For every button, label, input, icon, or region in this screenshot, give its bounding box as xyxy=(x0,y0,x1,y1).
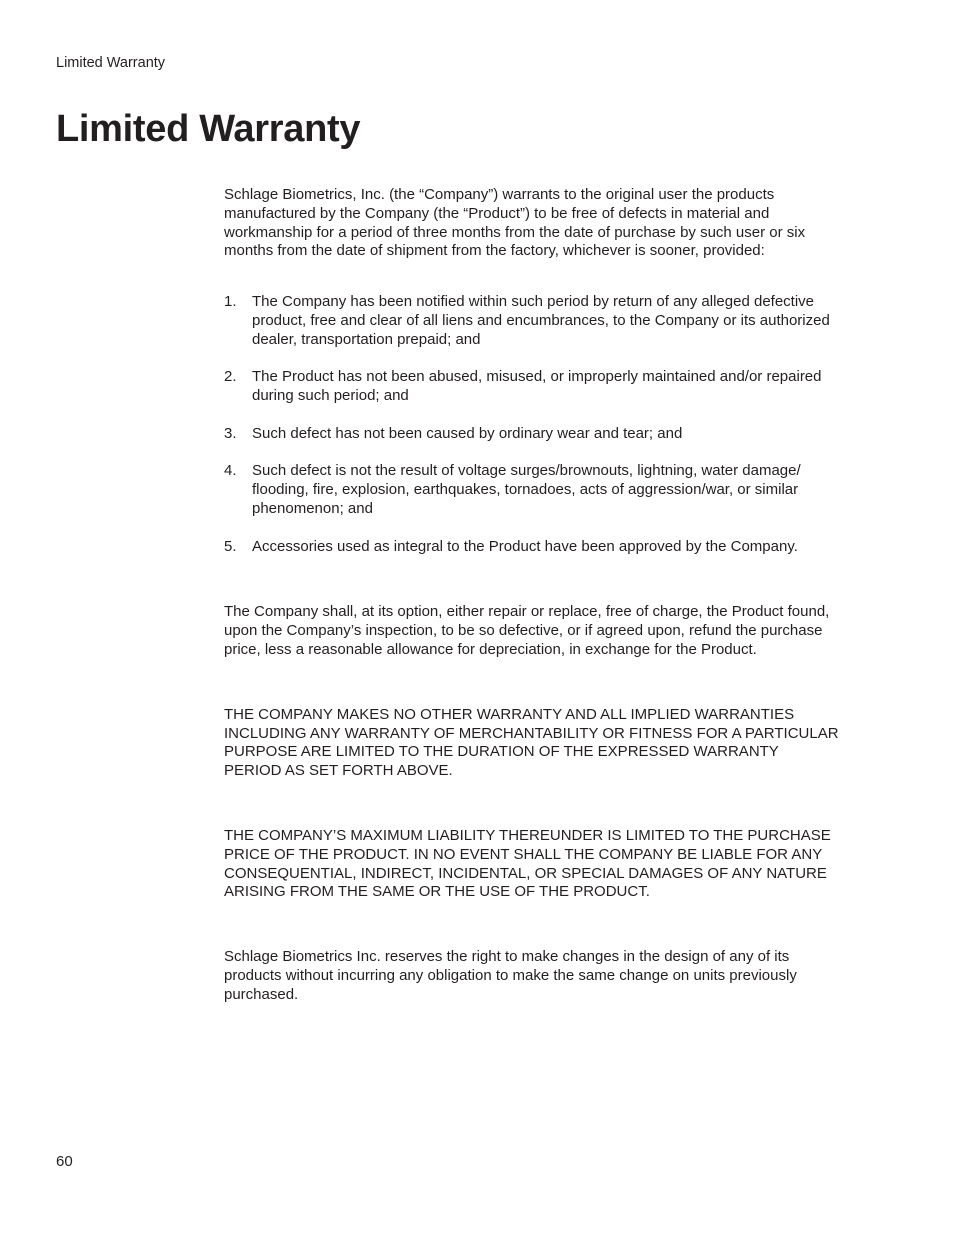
list-item-number: 4. xyxy=(224,462,237,480)
conditions-list xyxy=(224,293,840,556)
page-title: Limited Warranty xyxy=(56,108,361,150)
remedy-paragraph: The Company shall, at its option, either repair or replace, free of charge, the Product found, upon the Company’s inspection, to be so defective, or if agreed upon, refund the purchase price, less a reasonable allowance for depreciation, in exchange for the Product. xyxy=(224,603,830,658)
page-number: 60 xyxy=(56,1153,73,1170)
list-item-text: Such defect has not been caused by ordinary wear and tear; and xyxy=(252,424,683,442)
running-header: Limited Warranty xyxy=(56,55,166,71)
list-item-text: Accessories used as integral to the Product have been approved by the Company. xyxy=(252,537,798,555)
list-item-text: The Company has been notified within such period by return of any alleged defective product, free and clear of all liens and encumbrances, to the Company or its authorized dealer, transportation prepaid; and xyxy=(252,293,830,348)
list-item xyxy=(224,425,840,444)
list-item-number: 5. xyxy=(224,537,237,555)
intro-paragraph: Schlage Biometrics, Inc. (the “Company”) warrants to the original user the products manufactured by the Company (the “Product”) to be free of defects in material and workmanship for a period of three months from the date of purchase by such user or six months from the date of shipment from the factory, whichever is sooner, provided: xyxy=(224,186,806,260)
list-item xyxy=(224,368,840,406)
disclaimer-paragraph: THE COMPANY MAKES NO OTHER WARRANTY AND ALL IMPLIED WARRANTIES INCLUDING ANY WARRANTY OF MERCHANTABILITY OR FITNESS FOR A PARTICULAR PURPOSE ARE LIMITED TO THE DURATION OF THE EXPRESSED WARRANTY PERIOD AS SET FORTH ABOVE. xyxy=(224,705,839,780)
list-item-text: Such defect is not the result of voltage surges/brownouts, lightning, water damage/ flooding, fire, explosion, earthquakes, tornadoes, acts of aggression/war, or similar phenomenon; and xyxy=(252,462,801,517)
liability-paragraph: THE COMPANY’S MAXIMUM LIABILITY THEREUNDER IS LIMITED TO THE PURCHASE PRICE OF THE PRODUCT. IN NO EVENT SHALL THE COMPANY BE LIABLE FOR ANY CONSEQUENTIAL, INDIRECT, INCIDENTAL, OR SPECIAL DAMAGES OF ANY NATURE ARISING FROM THE SAME OR THE USE OF THE PRODUCT. xyxy=(224,826,831,901)
list-item-number: 1. xyxy=(224,293,237,311)
design-changes-paragraph: Schlage Biometrics Inc. reserves the right to make changes in the design of any of its products without incurring any obligation to make the same change on units previously purchased. xyxy=(224,948,797,1003)
list-item-text: The Product has not been abused, misused, or improperly maintained and/or repaired during such period; and xyxy=(252,368,822,405)
warranty-body xyxy=(224,186,840,1005)
list-item-number: 3. xyxy=(224,424,237,442)
list-item xyxy=(224,462,840,518)
list-item xyxy=(224,538,840,557)
list-item-number: 2. xyxy=(224,368,237,386)
list-item xyxy=(224,293,840,349)
